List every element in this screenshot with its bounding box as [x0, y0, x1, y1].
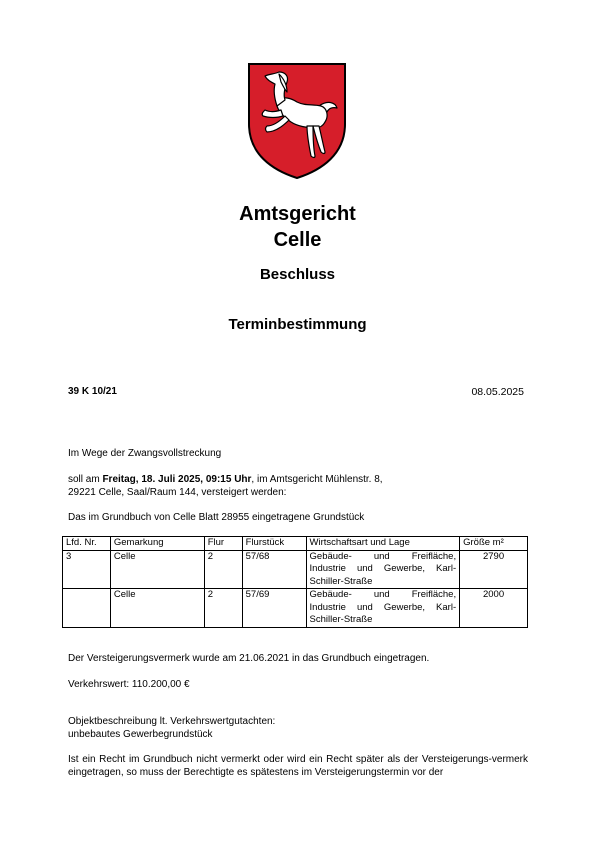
auction-prefix: soll am: [68, 474, 103, 485]
rights-note: Ist ein Recht im Grundbuch nicht vermerkt oder wird ein Recht später als der Versteigerungs-vermerk eingetragen, so muss der Berechtigte es spätestens im Versteigerungstermin vor der: [68, 754, 528, 778]
auction-details: [68, 473, 528, 499]
object-description: [68, 715, 528, 741]
cell-gemarkung: Celle: [110, 589, 204, 628]
col-header-flur: Flur: [204, 537, 242, 551]
cell-groesse: 2000: [460, 589, 528, 628]
intro-text: Im Wege der Zwangsvollstreckung: [68, 448, 222, 459]
coat-of-arms-logo: [247, 62, 347, 180]
auction-place-line2: 29221 Celle, Saal/Raum 144, versteigert werden:: [68, 487, 287, 498]
table-row: [63, 589, 528, 628]
cell-lage: Gebäude- und Freifläche, Industrie und Gewerbe, Karl-Schiller-Straße: [306, 589, 460, 628]
col-header-nr: Lfd. Nr.: [63, 537, 111, 551]
cell-flur: 2: [204, 589, 242, 628]
registration-note: Der Versteigerungsvermerk wurde am 21.06.2021 in das Grundbuch eingetragen.: [68, 653, 430, 664]
col-header-lage: Wirtschaftsart und Lage: [306, 537, 460, 551]
cell-gemarkung: Celle: [110, 550, 204, 589]
cell-flurstueck: 57/68: [242, 550, 306, 589]
court-name: Amtsgericht: [239, 203, 356, 225]
object-description-value: unbebautes Gewerbegrundstück: [68, 729, 213, 740]
col-header-gemarkung: Gemarkung: [110, 537, 204, 551]
document-date: 08.05.2025: [471, 386, 524, 398]
court-city: Celle: [273, 229, 322, 251]
land-register-text: Das im Grundbuch von Celle Blatt 28955 eingetragene Grundstück: [68, 512, 365, 523]
table-header-row: [63, 537, 528, 551]
document-title: Terminbestimmung: [228, 316, 367, 333]
market-value: Verkehrswert: 110.200,00 €: [68, 679, 190, 690]
cell-nr: [63, 589, 111, 628]
cell-lage: Gebäude- und Freifläche, Industrie und Gewerbe, Karl-Schiller-Straße: [306, 550, 460, 589]
cell-groesse: 2790: [460, 550, 528, 589]
col-header-flurstueck: Flurstück: [242, 537, 306, 551]
auction-date: Freitag, 18. Juli 2025, 09:15 Uhr: [102, 474, 252, 485]
table-row: [63, 550, 528, 589]
document-type: Beschluss: [259, 266, 336, 283]
auction-place: , im Amtsgericht Mühlenstr. 8,: [251, 474, 383, 485]
col-header-groesse: Größe m²: [460, 537, 528, 551]
cell-nr: 3: [63, 550, 111, 589]
case-number: 39 K 10/21: [68, 386, 117, 397]
property-table: [62, 536, 528, 628]
object-description-label: Objektbeschreibung lt. Verkehrswertgutachten:: [68, 716, 276, 727]
cell-flurstueck: 57/69: [242, 589, 306, 628]
cell-flur: 2: [204, 550, 242, 589]
